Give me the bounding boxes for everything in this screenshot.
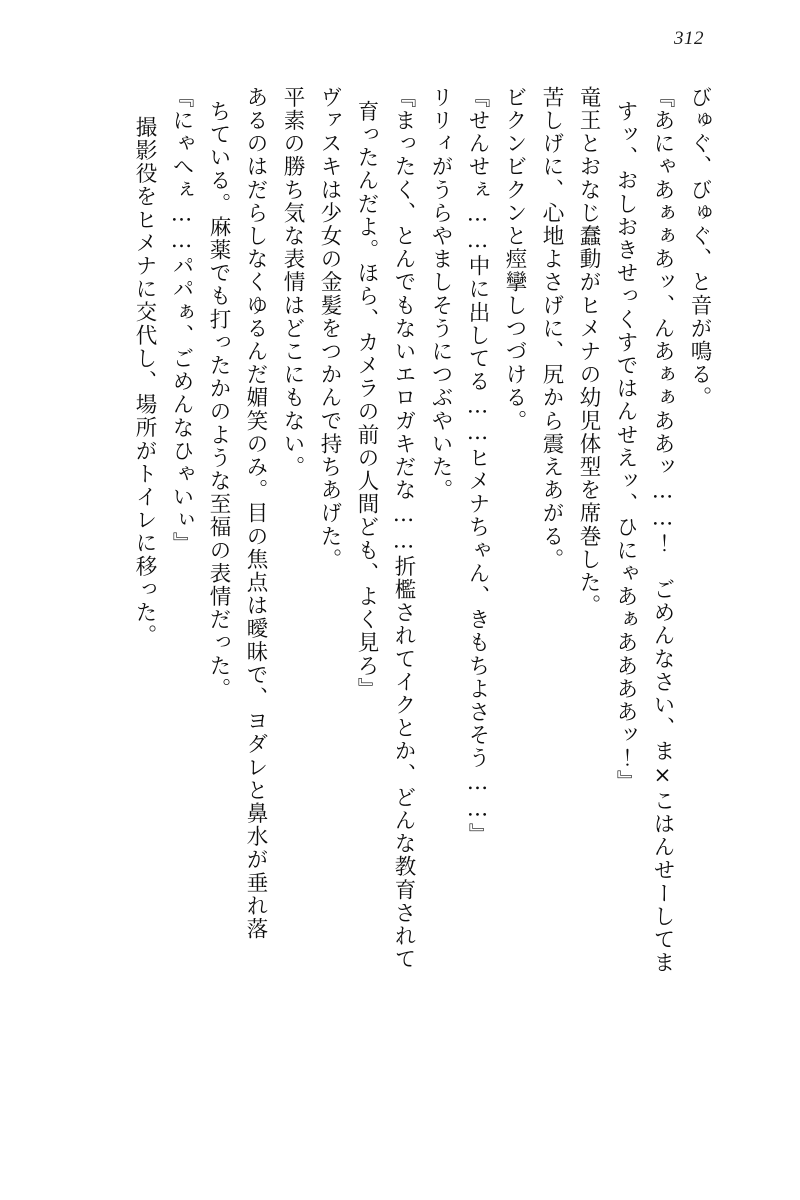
text-line: 『せんせぇ……中に出してる……ヒメナちゃん、きもちよさそう……』: [465, 86, 490, 847]
text-line: びゅぐ、びゅぐ、と音が鳴る。: [687, 86, 712, 410]
page-number: 312: [674, 28, 704, 49]
text-line: 『あにゃあぁぁあッ、んあぁぁああッ……！ ごめんなさい、ま×こはんせーしてま: [650, 86, 675, 975]
text-line: 『にゃへぇ……パパぁ、ごめんなひゃいぃ』: [169, 86, 194, 555]
text-line: ヴァスキは少女の金髪をつかんで持ちあげた。: [317, 86, 342, 572]
text-line: ちている。麻薬でも打ったかのような至福の表情だった。: [206, 100, 231, 701]
text-line: 撮影役をヒメナに交代し、場所がトイレに移った。: [132, 116, 157, 648]
text-line: 平素の勝ち気な表情はどこにもない。: [280, 86, 305, 479]
vertical-text-block: [48, 86, 710, 1146]
text-line: リリィがうらやましそうにつぶやいた。: [428, 86, 453, 502]
text-line: すッ、おしおきせっくすではんせえッ、ひにゃあぁああああッ！』: [613, 100, 638, 793]
text-line: ビクンビクンと痙攣しつづける。: [502, 86, 527, 433]
text-line: 竜王とおなじ蠢動がヒメナの幼児体型を席巻した。: [576, 86, 601, 618]
text-line: 育ったんだよ。ほら、カメラの前の人間ども、よく見ろ』: [354, 100, 379, 701]
text-line: 『まったく、とんでもないエロガキだな……折檻されてイクとか、どんな教育されて: [391, 86, 416, 971]
text-line: 苦しげに、心地よさげに、尻から震えあがる。: [539, 86, 564, 572]
text-line: あるのはだらしなくゆるんだ媚笑のみ。目の焦点は曖昧で、ヨダレと鼻水が垂れ落: [243, 86, 268, 941]
